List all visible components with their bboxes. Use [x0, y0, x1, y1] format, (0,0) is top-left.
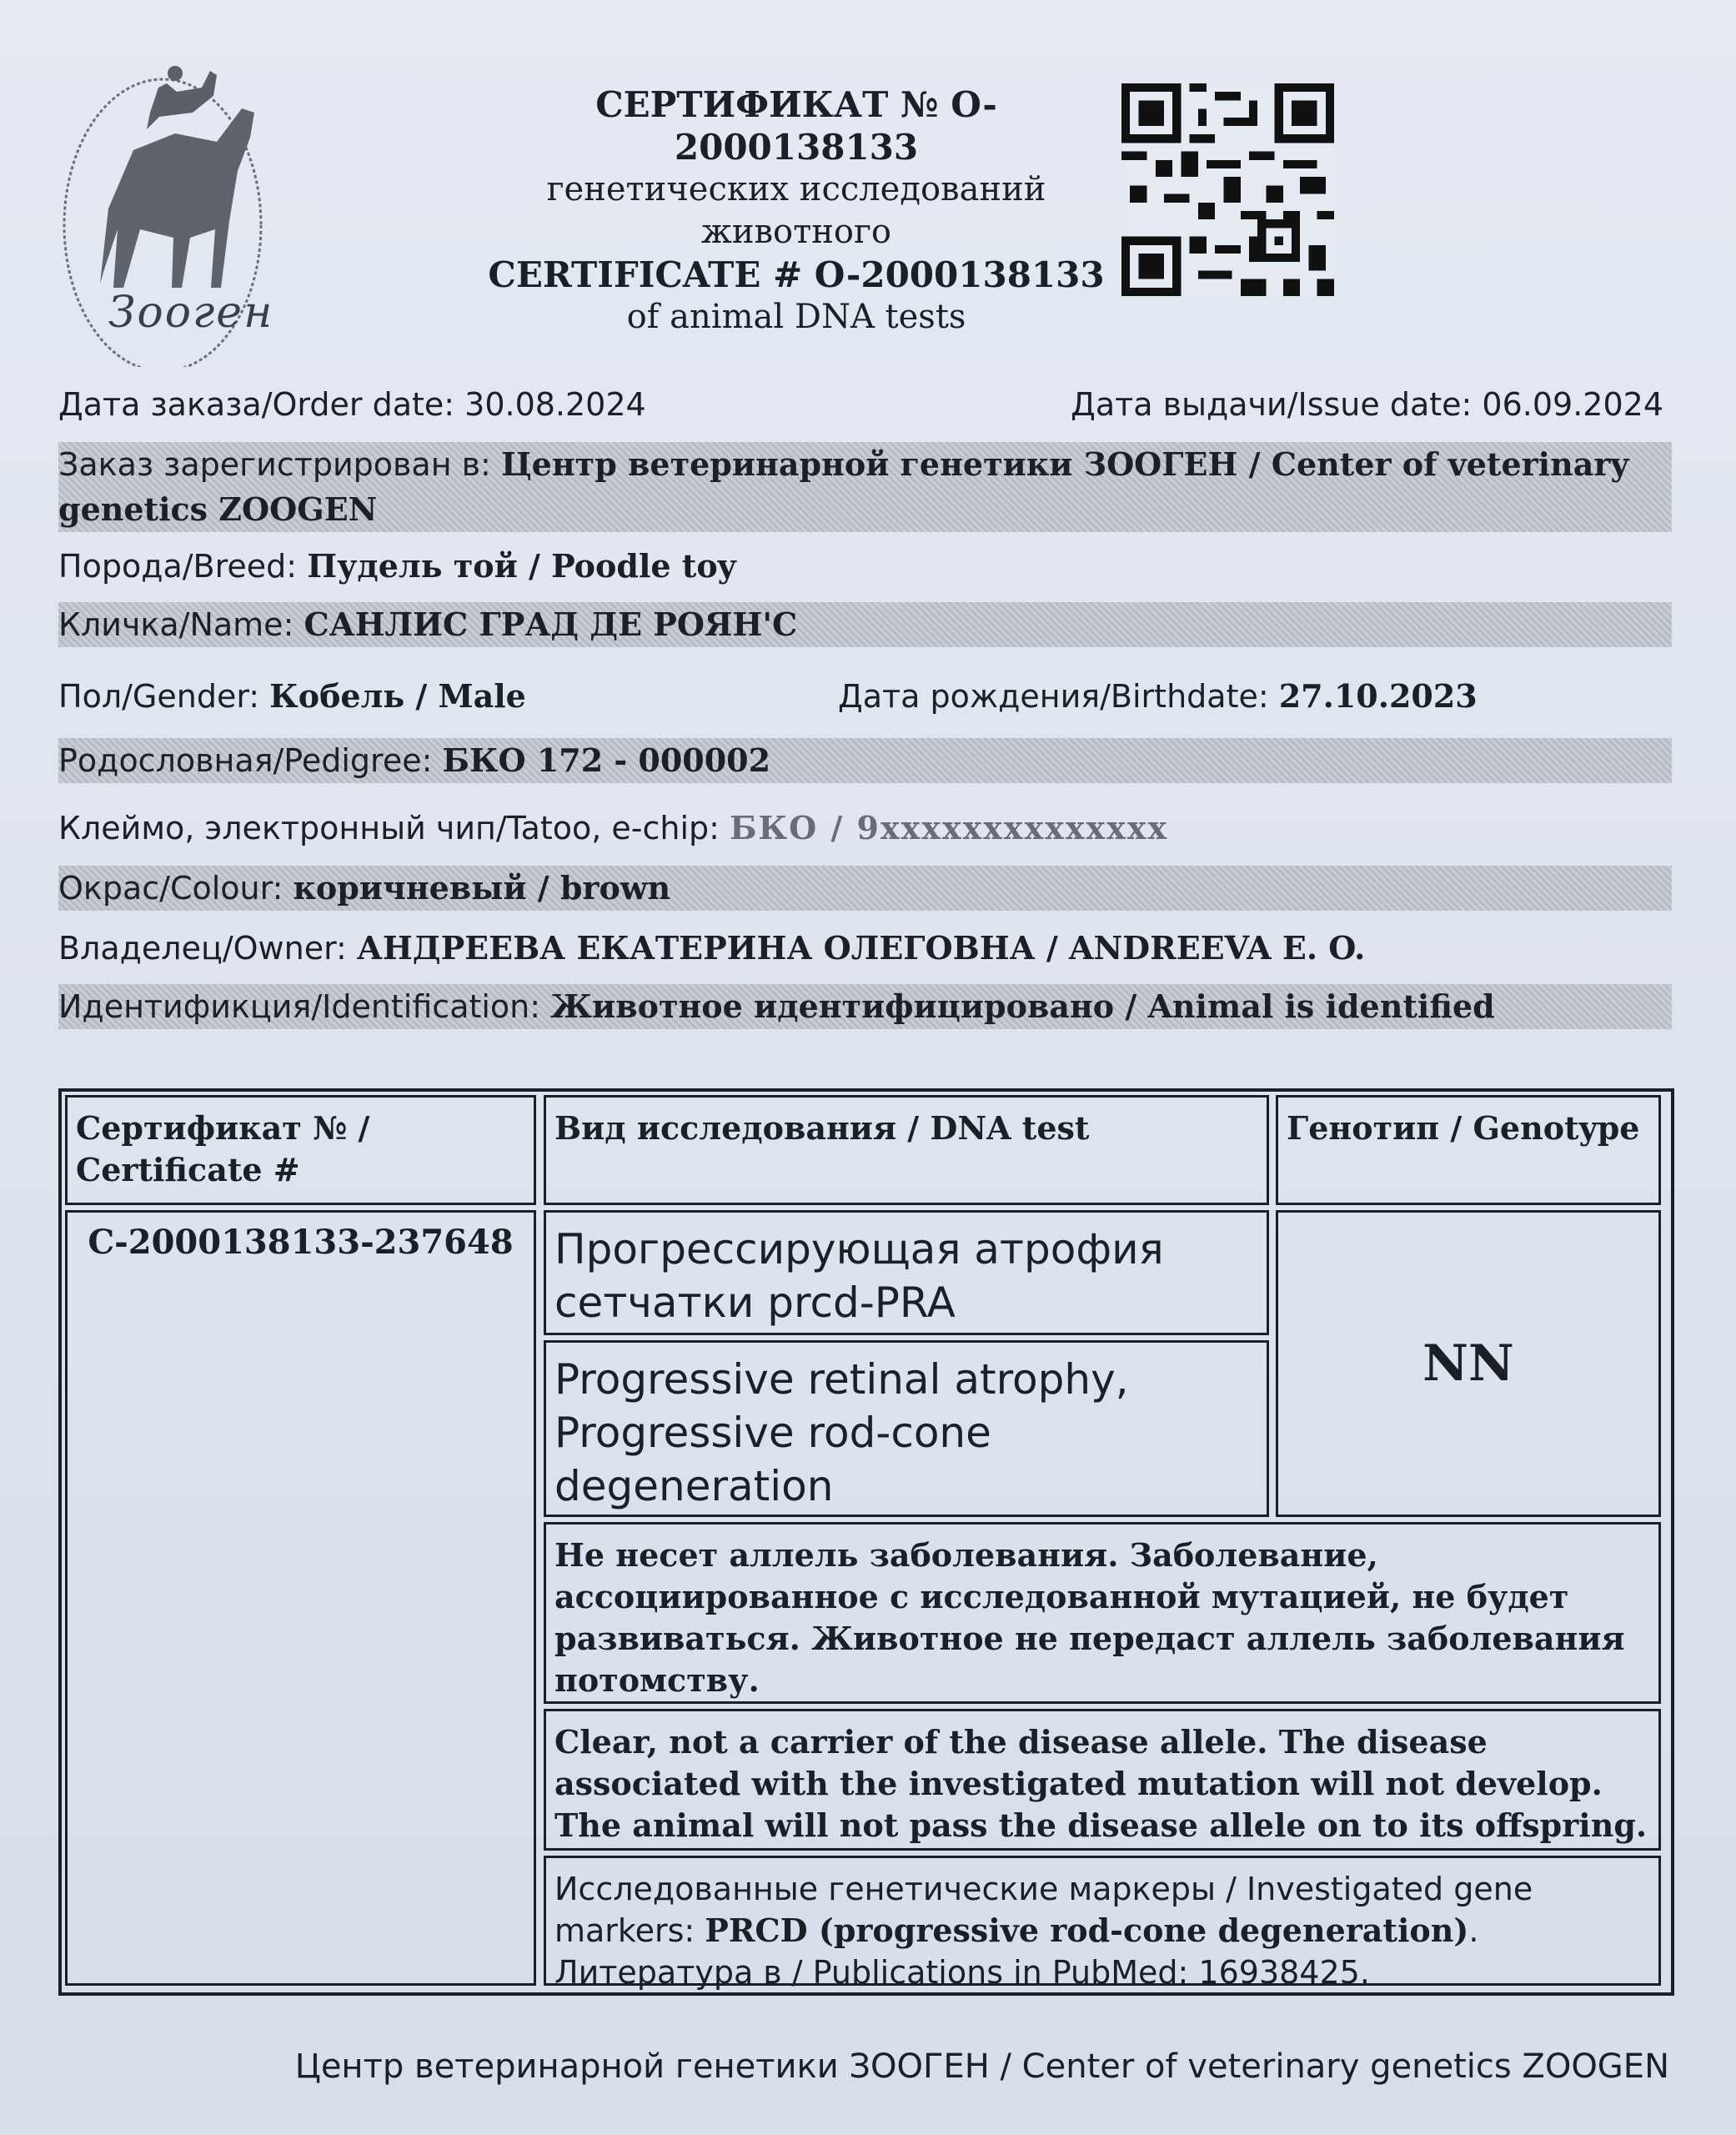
results-table: [58, 1088, 1674, 1996]
cert-subtitle-ru-1: генетических исследований: [546, 170, 1046, 208]
pedigree-value: БКО 172 - 000002: [442, 741, 771, 779]
genotype-value: NN: [1276, 1210, 1661, 1517]
gene-markers: [544, 1856, 1661, 1991]
publications: Литература в / Publications in PubMed: 16938425.: [554, 1954, 1370, 1991]
birthdate-label: Дата рождения/Birthdate:: [838, 678, 1279, 715]
birthdate-value: 27.10.2023: [1278, 677, 1478, 715]
order-date-label: Дата заказа/Order date:: [58, 386, 465, 423]
issue-date-label: Дата выдачи/Issue date:: [1071, 386, 1483, 423]
pedigree-row: [58, 738, 1672, 783]
registered-value: Центр ветеринарной генетики ЗООГЕН / Center of veterinary genetics ZOOGEN: [58, 445, 1629, 528]
result-description-ru: Не несет аллель заболевания. Заболевание, ассоциированное с исследованной мутацией, не будет развиваться. Животное не передаст аллель заболевания потомству.: [544, 1522, 1661, 1704]
owner-label: Владелец/Owner:: [58, 930, 357, 967]
pedigree-label: Родословная/Pedigree:: [58, 742, 443, 779]
markers-end: .: [1468, 1912, 1479, 1949]
chip-value: БКО / 9xxxxxxxxxxxxxx: [730, 809, 1169, 846]
issue-date-value: 06.09.2024: [1482, 386, 1663, 423]
identification-value: Животное идентифицировано / Animal is identified: [550, 987, 1495, 1025]
colour-value: коричневый / brown: [293, 869, 671, 907]
gender-row: [58, 674, 1672, 719]
breed-label: Порода/Breed:: [58, 548, 308, 585]
gender-label: Пол/Gender:: [58, 678, 270, 715]
name-label: Кличка/Name:: [58, 606, 304, 643]
order-date-value: 30.08.2024: [464, 386, 646, 423]
identification-label: Идентификция/Identification:: [58, 988, 551, 1025]
result-description-en: Clear, not a carrier of the disease allele. The disease associated with the investigated mutation will not develop. The animal will not pass the disease allele on to its offspring.: [544, 1709, 1661, 1851]
owner-row: [58, 926, 1672, 971]
certificate-header: [484, 83, 1109, 339]
logo-signature: Зооген: [108, 288, 274, 338]
cert-subtitle-en: of animal DNA tests: [626, 298, 966, 336]
colour-row: [58, 866, 1672, 911]
registered-label: Заказ зарегистрирован в:: [58, 446, 501, 483]
registered-row: [58, 442, 1672, 532]
breed-value: Пудель той / Poodle toy: [307, 547, 736, 585]
chip-row: [58, 806, 1672, 851]
breed-row: [58, 544, 1672, 589]
chip-label: Клеймо, электронный чип/Tatoo, e-chip:: [58, 810, 730, 846]
qr-code[interactable]: [1121, 83, 1334, 296]
col-header-certificate: Сертификат № / Certificate #: [65, 1095, 536, 1205]
markers-label: Исследованные генетические маркеры / Investigated gene markers:: [554, 1871, 1533, 1949]
dates-row: [58, 382, 1672, 427]
footer-organization: Центр ветеринарной генетики ЗООГЕН / Center of veterinary genetics ZOOGEN: [294, 2047, 1669, 2086]
colour-label: Окрас/Colour:: [58, 870, 294, 907]
dna-test-ru: Прогрессирующая атрофия сетчатки prcd-PRA: [544, 1210, 1269, 1335]
cert-title-en: CERTIFICATE # O-2000138133: [488, 254, 1105, 295]
identification-row: [58, 984, 1672, 1029]
cert-title-ru: СЕРТИФИКАТ № O-2000138133: [595, 84, 997, 168]
col-header-genotype: Генотип / Genotype: [1276, 1095, 1661, 1205]
dna-test-en: Progressive retinal atrophy, Progressive rod-cone degeneration: [544, 1340, 1269, 1517]
owner-value: АНДРЕЕВА ЕКАТЕРИНА ОЛЕГОВНА / ANDREEVA E. O.: [356, 929, 1366, 967]
name-value: САНЛИС ГРАД ДЕ РОЯН'С: [304, 605, 798, 643]
markers-value: PRCD (progressive rod-cone degeneration): [705, 1911, 1469, 1949]
name-row: [58, 602, 1672, 647]
cert-subtitle-ru-2: животного: [701, 213, 891, 251]
col-header-dna-test: Вид исследования / DNA test: [544, 1095, 1269, 1205]
gender-value: Кобель / Male: [269, 677, 526, 715]
certificate-id: C-2000138133-237648: [65, 1210, 536, 1986]
